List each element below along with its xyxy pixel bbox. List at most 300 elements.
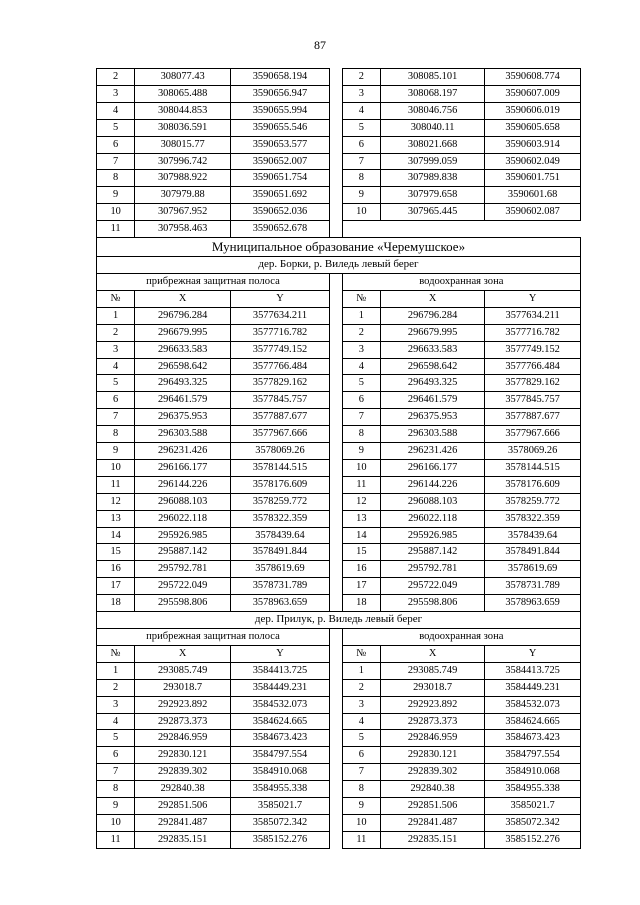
y-coordinate-cell: 3577967.666: [231, 426, 330, 443]
column-gap: [329, 409, 342, 426]
y-coordinate-cell: 3584955.338: [485, 781, 581, 798]
y-coordinate-cell: 3578963.659: [485, 595, 581, 612]
table-row: [97, 730, 581, 747]
table-row: [97, 510, 581, 527]
x-coordinate-cell: 292835.151: [135, 831, 231, 848]
y-coordinate-cell: 3578731.789: [485, 578, 581, 595]
point-number-cell: 4: [97, 358, 135, 375]
table-row: [97, 358, 581, 375]
point-number-cell: 7: [342, 153, 380, 170]
x-coordinate-cell: 296231.426: [135, 443, 231, 460]
column-gap: [329, 645, 342, 662]
x-coordinate-cell: 296088.103: [135, 493, 231, 510]
x-coordinate-cell: 296796.284: [135, 307, 231, 324]
point-number-cell: 9: [342, 443, 380, 460]
table-row: [97, 187, 581, 204]
point-number-cell: 7: [97, 764, 135, 781]
point-number-cell: 10: [342, 814, 380, 831]
x-coordinate-cell: 307965.445: [380, 204, 484, 221]
x-coordinate-cell: 296375.953: [135, 409, 231, 426]
point-number-cell: 13: [97, 510, 135, 527]
y-coordinate-cell: 3584413.725: [231, 662, 330, 679]
table-row: [97, 307, 581, 324]
column-gap: [329, 392, 342, 409]
table-row: [97, 69, 581, 86]
point-number-cell: 5: [342, 119, 380, 136]
table-row: [97, 561, 581, 578]
point-number-cell: 2: [97, 324, 135, 341]
empty-cell: [342, 221, 380, 238]
point-number-cell: 8: [97, 170, 135, 187]
x-coordinate-cell: 307979.88: [135, 187, 231, 204]
point-number-cell: 6: [97, 747, 135, 764]
column-gap: [329, 493, 342, 510]
x-coordinate-cell: 296303.588: [135, 426, 231, 443]
x-coordinate-cell: 292839.302: [135, 764, 231, 781]
point-number-cell: 16: [342, 561, 380, 578]
table-row: [97, 443, 581, 460]
y-coordinate-cell: 3578176.609: [485, 476, 581, 493]
point-number-cell: 3: [97, 85, 135, 102]
point-number-cell: 7: [342, 764, 380, 781]
x-coordinate-cell: 293018.7: [135, 679, 231, 696]
table-row: [97, 476, 581, 493]
point-number-cell: 14: [342, 527, 380, 544]
y-coordinate-cell: 3577766.484: [485, 358, 581, 375]
x-coordinate-cell: 295722.049: [380, 578, 484, 595]
y-coordinate-cell: 3584910.068: [485, 764, 581, 781]
table-row: [97, 204, 581, 221]
x-coordinate-cell: 292873.373: [135, 713, 231, 730]
x-coordinate-cell: 307958.463: [135, 221, 231, 238]
point-number-cell: 5: [342, 730, 380, 747]
point-number-cell: 1: [97, 662, 135, 679]
point-number-cell: 9: [97, 798, 135, 815]
table-row: [97, 341, 581, 358]
point-number-cell: 7: [342, 409, 380, 426]
column-gap: [329, 358, 342, 375]
x-coordinate-cell: 296493.325: [380, 375, 484, 392]
x-coordinate-cell: 295926.985: [135, 527, 231, 544]
x-coordinate-cell: 292923.892: [135, 696, 231, 713]
x-coordinate-cell: 296796.284: [380, 307, 484, 324]
x-coordinate-cell: 296022.118: [135, 510, 231, 527]
table-row: [97, 679, 581, 696]
table-row: [97, 662, 581, 679]
column-gap: [329, 679, 342, 696]
table-row: [97, 713, 581, 730]
y-coordinate-cell: 3584910.068: [231, 764, 330, 781]
table-row: [97, 170, 581, 187]
x-coordinate-cell: 308015.77: [135, 136, 231, 153]
point-number-cell: 6: [342, 392, 380, 409]
table-row: [97, 119, 581, 136]
y-coordinate-cell: 3584797.554: [231, 747, 330, 764]
x-coordinate-cell: 308040.11: [380, 119, 484, 136]
col-header-x: X: [135, 645, 231, 662]
column-gap: [329, 747, 342, 764]
x-coordinate-cell: 292840.38: [380, 781, 484, 798]
table-row: [97, 153, 581, 170]
water-protection-zone-label: водоохранная зона: [342, 629, 580, 646]
x-coordinate-cell: 296598.642: [380, 358, 484, 375]
point-number-cell: 18: [342, 595, 380, 612]
y-coordinate-cell: 3590652.007: [231, 153, 330, 170]
point-number-cell: 2: [342, 679, 380, 696]
y-coordinate-cell: 3577634.211: [231, 307, 330, 324]
y-coordinate-cell: 3590653.577: [231, 136, 330, 153]
point-number-cell: 2: [342, 69, 380, 86]
y-coordinate-cell: 3590651.754: [231, 170, 330, 187]
table-row: [97, 527, 581, 544]
table-row: [97, 136, 581, 153]
y-coordinate-cell: 3584449.231: [231, 679, 330, 696]
column-gap: [329, 221, 342, 238]
col-header-y: Y: [485, 645, 581, 662]
col-header-y: Y: [485, 290, 581, 307]
column-gap: [329, 273, 342, 290]
point-number-cell: 6: [97, 136, 135, 153]
table-row: [97, 426, 581, 443]
table-row: [97, 375, 581, 392]
table-row: [97, 595, 581, 612]
y-coordinate-cell: 3577887.677: [485, 409, 581, 426]
x-coordinate-cell: 296679.995: [135, 324, 231, 341]
y-coordinate-cell: 3578491.844: [485, 544, 581, 561]
x-coordinate-cell: 296633.583: [135, 341, 231, 358]
point-number-cell: 14: [97, 527, 135, 544]
x-coordinate-cell: 292830.121: [380, 747, 484, 764]
y-coordinate-cell: 3578322.359: [485, 510, 581, 527]
y-coordinate-cell: 3584673.423: [485, 730, 581, 747]
point-number-cell: 7: [97, 153, 135, 170]
point-number-cell: 10: [97, 814, 135, 831]
x-coordinate-cell: 296461.579: [135, 392, 231, 409]
column-gap: [329, 307, 342, 324]
column-gap: [329, 578, 342, 595]
point-number-cell: 3: [342, 85, 380, 102]
column-gap: [329, 204, 342, 221]
x-coordinate-cell: 308085.101: [380, 69, 484, 86]
x-coordinate-cell: 296166.177: [135, 459, 231, 476]
point-number-cell: 3: [342, 696, 380, 713]
point-number-cell: 8: [342, 781, 380, 798]
point-number-cell: 10: [342, 459, 380, 476]
point-number-cell: 17: [342, 578, 380, 595]
y-coordinate-cell: 3577829.162: [485, 375, 581, 392]
x-coordinate-cell: 292839.302: [380, 764, 484, 781]
x-coordinate-cell: 292840.38: [135, 781, 231, 798]
point-number-cell: 9: [342, 798, 380, 815]
point-number-cell: 12: [97, 493, 135, 510]
y-coordinate-cell: 3590656.947: [231, 85, 330, 102]
x-coordinate-cell: 296022.118: [380, 510, 484, 527]
column-gap: [329, 426, 342, 443]
table-row: [97, 459, 581, 476]
y-coordinate-cell: 3585152.276: [231, 831, 330, 848]
col-header-number: №: [97, 645, 135, 662]
page-number: 87: [314, 38, 326, 52]
column-gap: [329, 544, 342, 561]
x-coordinate-cell: 307989.838: [380, 170, 484, 187]
column-gap: [329, 476, 342, 493]
column-gap: [329, 798, 342, 815]
point-number-cell: 12: [342, 493, 380, 510]
x-coordinate-cell: 307999.059: [380, 153, 484, 170]
x-coordinate-cell: 292873.373: [380, 713, 484, 730]
table-row: [97, 102, 581, 119]
point-number-cell: 11: [342, 476, 380, 493]
column-gap: [329, 781, 342, 798]
y-coordinate-cell: 3590651.692: [231, 187, 330, 204]
column-gap: [329, 341, 342, 358]
x-coordinate-cell: 308077.43: [135, 69, 231, 86]
empty-cell: [380, 221, 484, 238]
table-row: [97, 544, 581, 561]
point-number-cell: 10: [97, 459, 135, 476]
x-coordinate-cell: 308068.197: [380, 85, 484, 102]
point-number-cell: 13: [342, 510, 380, 527]
y-coordinate-cell: 3578259.772: [231, 493, 330, 510]
x-coordinate-cell: 308044.853: [135, 102, 231, 119]
point-number-cell: 18: [97, 595, 135, 612]
col-header-number: №: [97, 290, 135, 307]
x-coordinate-cell: 308021.668: [380, 136, 484, 153]
y-coordinate-cell: 3590652.036: [231, 204, 330, 221]
y-coordinate-cell: 3590652.678: [231, 221, 330, 238]
point-number-cell: 2: [97, 679, 135, 696]
y-coordinate-cell: 3590608.774: [485, 69, 581, 86]
y-coordinate-cell: 3577887.677: [231, 409, 330, 426]
point-number-cell: 8: [342, 170, 380, 187]
column-gap: [329, 85, 342, 102]
x-coordinate-cell: 292851.506: [135, 798, 231, 815]
y-coordinate-cell: 3578144.515: [231, 459, 330, 476]
point-number-cell: 2: [342, 324, 380, 341]
y-coordinate-cell: 3590655.546: [231, 119, 330, 136]
x-coordinate-cell: 307967.952: [135, 204, 231, 221]
table-row: [97, 85, 581, 102]
x-coordinate-cell: 292830.121: [135, 747, 231, 764]
col-header-number: №: [342, 645, 380, 662]
table-row: [97, 798, 581, 815]
point-number-cell: 4: [342, 102, 380, 119]
point-number-cell: 10: [97, 204, 135, 221]
y-coordinate-cell: 3577716.782: [231, 324, 330, 341]
x-coordinate-cell: 296461.579: [380, 392, 484, 409]
column-gap: [329, 730, 342, 747]
y-coordinate-cell: 3590606.019: [485, 102, 581, 119]
x-coordinate-cell: 307996.742: [135, 153, 231, 170]
point-number-cell: 3: [97, 341, 135, 358]
table-row: [97, 831, 581, 848]
y-coordinate-cell: 3577634.211: [485, 307, 581, 324]
y-coordinate-cell: 3577967.666: [485, 426, 581, 443]
point-number-cell: 7: [97, 409, 135, 426]
y-coordinate-cell: 3578619.69: [231, 561, 330, 578]
point-number-cell: 5: [97, 375, 135, 392]
y-coordinate-cell: 3578491.844: [231, 544, 330, 561]
y-coordinate-cell: 3590602.087: [485, 204, 581, 221]
y-coordinate-cell: 3590601.751: [485, 170, 581, 187]
x-coordinate-cell: 296633.583: [380, 341, 484, 358]
y-coordinate-cell: 3578069.26: [485, 443, 581, 460]
x-coordinate-cell: 292841.487: [380, 814, 484, 831]
column-gap: [329, 510, 342, 527]
section-heading-row: [97, 257, 581, 274]
column-gap: [329, 102, 342, 119]
x-coordinate-cell: 296493.325: [135, 375, 231, 392]
y-coordinate-cell: 3584413.725: [485, 662, 581, 679]
zone-header-row: [97, 629, 581, 646]
y-coordinate-cell: 3578439.64: [485, 527, 581, 544]
column-gap: [329, 713, 342, 730]
y-coordinate-cell: 3578322.359: [231, 510, 330, 527]
point-number-cell: 5: [342, 375, 380, 392]
table-row: [97, 747, 581, 764]
point-number-cell: 16: [97, 561, 135, 578]
y-coordinate-cell: 3584797.554: [485, 747, 581, 764]
point-number-cell: 2: [97, 69, 135, 86]
point-number-cell: 11: [342, 831, 380, 848]
point-number-cell: 6: [342, 747, 380, 764]
municipality-row: [97, 238, 581, 257]
point-number-cell: 17: [97, 578, 135, 595]
y-coordinate-cell: 3577845.757: [485, 392, 581, 409]
x-coordinate-cell: 292846.959: [380, 730, 484, 747]
y-coordinate-cell: 3584955.338: [231, 781, 330, 798]
column-header-row: [97, 645, 581, 662]
column-gap: [329, 527, 342, 544]
column-gap: [329, 831, 342, 848]
table-row: [97, 764, 581, 781]
y-coordinate-cell: 3578069.26: [231, 443, 330, 460]
point-number-cell: 15: [97, 544, 135, 561]
y-coordinate-cell: 3590602.049: [485, 153, 581, 170]
col-header-x: X: [380, 290, 484, 307]
table-row: [97, 221, 581, 238]
column-gap: [329, 187, 342, 204]
y-coordinate-cell: 3577749.152: [485, 341, 581, 358]
y-coordinate-cell: 3590658.194: [231, 69, 330, 86]
point-number-cell: 11: [97, 476, 135, 493]
y-coordinate-cell: 3578731.789: [231, 578, 330, 595]
x-coordinate-cell: 292835.151: [380, 831, 484, 848]
column-gap: [329, 561, 342, 578]
coastal-protective-strip-label: прибрежная защитная полоса: [97, 273, 330, 290]
column-gap: [329, 69, 342, 86]
section-heading: дер. Прилук, р. Виледь левый берег: [97, 612, 581, 629]
col-header-y: Y: [231, 290, 330, 307]
y-coordinate-cell: 3584449.231: [485, 679, 581, 696]
point-number-cell: 11: [97, 831, 135, 848]
y-coordinate-cell: 3577845.757: [231, 392, 330, 409]
y-coordinate-cell: 3584532.073: [485, 696, 581, 713]
x-coordinate-cell: 295887.142: [135, 544, 231, 561]
y-coordinate-cell: 3577749.152: [231, 341, 330, 358]
y-coordinate-cell: 3577766.484: [231, 358, 330, 375]
y-coordinate-cell: 3585021.7: [485, 798, 581, 815]
point-number-cell: 4: [97, 102, 135, 119]
y-coordinate-cell: 3584673.423: [231, 730, 330, 747]
x-coordinate-cell: 307979.658: [380, 187, 484, 204]
zone-header-row: [97, 273, 581, 290]
column-gap: [329, 136, 342, 153]
col-header-x: X: [135, 290, 231, 307]
point-number-cell: 3: [342, 341, 380, 358]
x-coordinate-cell: 292923.892: [380, 696, 484, 713]
x-coordinate-cell: 293085.749: [380, 662, 484, 679]
x-coordinate-cell: 293018.7: [380, 679, 484, 696]
x-coordinate-cell: 308065.488: [135, 85, 231, 102]
point-number-cell: 1: [97, 307, 135, 324]
x-coordinate-cell: 295792.781: [135, 561, 231, 578]
x-coordinate-cell: 292841.487: [135, 814, 231, 831]
y-coordinate-cell: 3578176.609: [231, 476, 330, 493]
y-coordinate-cell: 3590655.994: [231, 102, 330, 119]
x-coordinate-cell: 308046.756: [380, 102, 484, 119]
municipality-title: Муниципальное образование «Черемушское»: [97, 238, 581, 257]
table-row: [97, 392, 581, 409]
x-coordinate-cell: 296144.226: [380, 476, 484, 493]
point-number-cell: 6: [97, 392, 135, 409]
x-coordinate-cell: 296166.177: [380, 459, 484, 476]
x-coordinate-cell: 296679.995: [380, 324, 484, 341]
empty-cell: [485, 221, 581, 238]
point-number-cell: 10: [342, 204, 380, 221]
y-coordinate-cell: 3577716.782: [485, 324, 581, 341]
section-heading: дер. Борки, р. Виледь левый берег: [97, 257, 581, 274]
x-coordinate-cell: 292851.506: [380, 798, 484, 815]
coastal-protective-strip-label: прибрежная защитная полоса: [97, 629, 330, 646]
y-coordinate-cell: 3584624.665: [231, 713, 330, 730]
x-coordinate-cell: 295926.985: [380, 527, 484, 544]
table-row: [97, 781, 581, 798]
x-coordinate-cell: 295722.049: [135, 578, 231, 595]
table-row: [97, 696, 581, 713]
y-coordinate-cell: 3590603.914: [485, 136, 581, 153]
x-coordinate-cell: 292846.959: [135, 730, 231, 747]
point-number-cell: 8: [342, 426, 380, 443]
x-coordinate-cell: 308036.591: [135, 119, 231, 136]
point-number-cell: 8: [97, 426, 135, 443]
point-number-cell: 8: [97, 781, 135, 798]
y-coordinate-cell: 3578144.515: [485, 459, 581, 476]
column-gap: [329, 764, 342, 781]
x-coordinate-cell: 295887.142: [380, 544, 484, 561]
x-coordinate-cell: 296303.588: [380, 426, 484, 443]
y-coordinate-cell: 3585021.7: [231, 798, 330, 815]
point-number-cell: 5: [97, 730, 135, 747]
column-header-row: [97, 290, 581, 307]
water-protection-zone-label: водоохранная зона: [342, 273, 580, 290]
column-gap: [329, 629, 342, 646]
column-gap: [329, 595, 342, 612]
y-coordinate-cell: 3585072.342: [485, 814, 581, 831]
y-coordinate-cell: 3584532.073: [231, 696, 330, 713]
column-gap: [329, 324, 342, 341]
section-heading-row: [97, 612, 581, 629]
column-gap: [329, 119, 342, 136]
col-header-x: X: [380, 645, 484, 662]
x-coordinate-cell: 296231.426: [380, 443, 484, 460]
point-number-cell: 9: [342, 187, 380, 204]
point-number-cell: 15: [342, 544, 380, 561]
table-row: [97, 814, 581, 831]
point-number-cell: 9: [97, 187, 135, 204]
column-gap: [329, 375, 342, 392]
column-gap: [329, 170, 342, 187]
